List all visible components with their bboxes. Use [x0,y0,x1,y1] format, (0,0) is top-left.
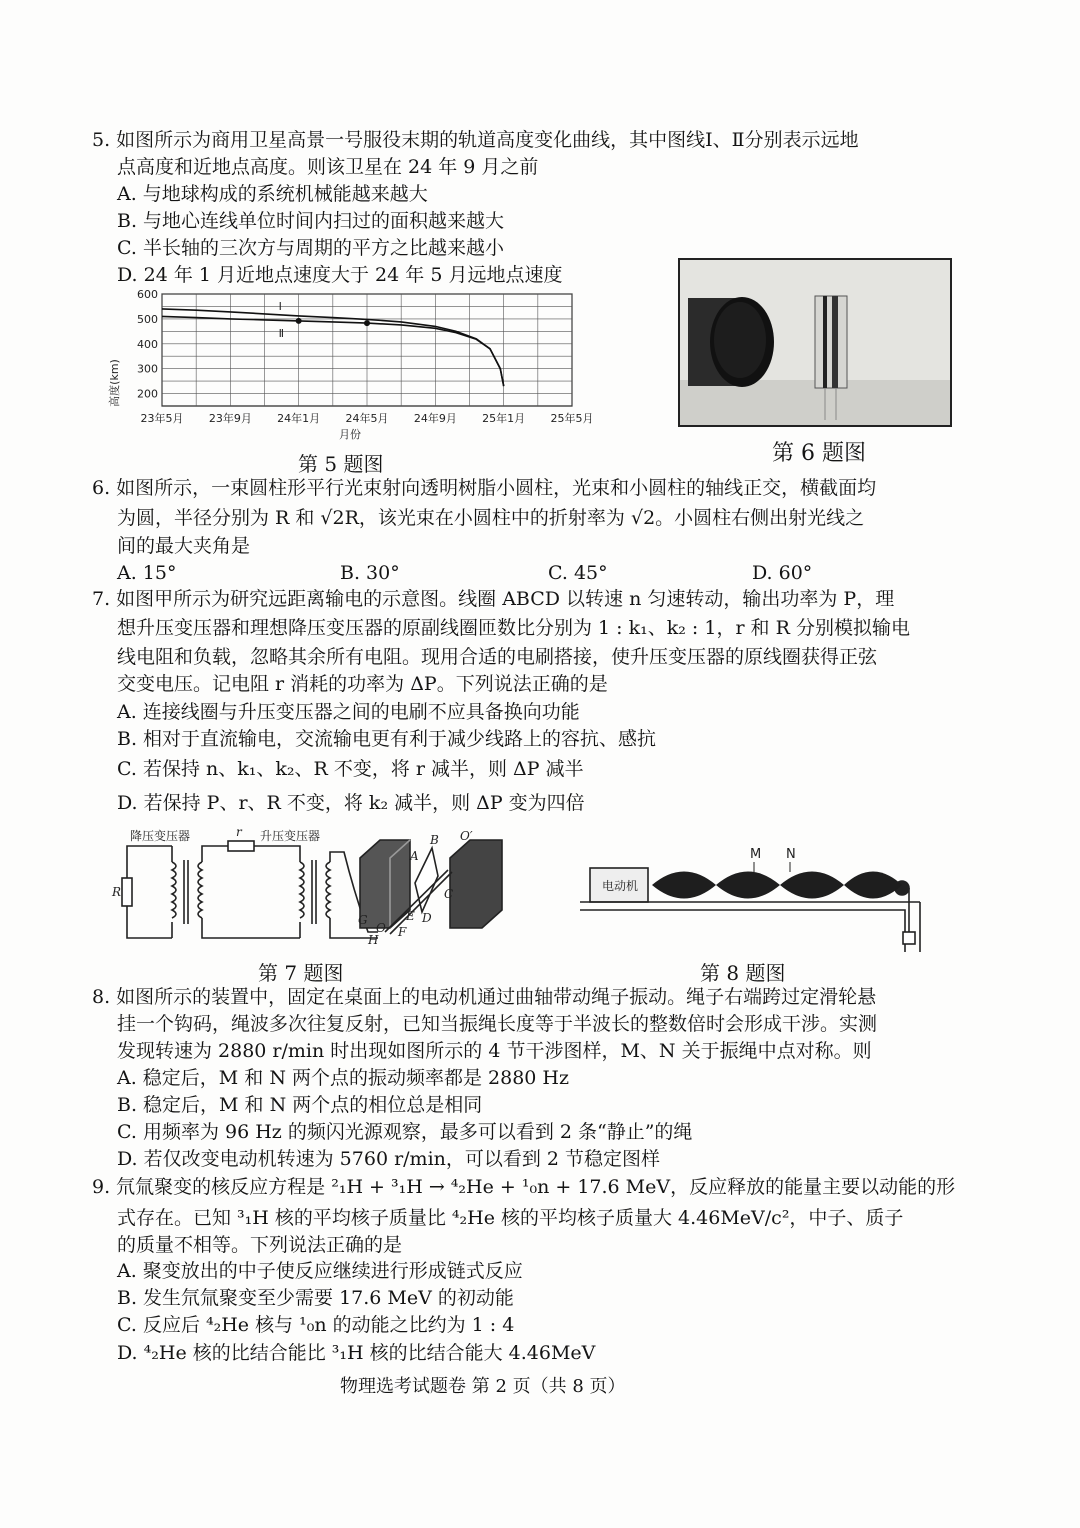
label-G: G [358,913,368,927]
y-tick-label: 600 [137,288,158,301]
q7-line-1: 7. 如图甲所示为研究远距离输电的示意图。线圈 ABCD 以转速 n 匀速转动，输出功率为 P，理 [92,588,895,610]
q6-line-1: 6. 如图所示，一束圆柱形平行光束射向透明树脂小圆柱，光束和小圆柱的轴线正交，横截面均 [92,477,877,499]
cylinder-photo-illustration [680,260,950,425]
q7-line-4: 交变电压。记电阻 r 消耗的功率为 ΔP。下列说法正确的是 [117,673,608,695]
data-point-marker [364,320,370,326]
standing-wave-diagram [580,840,940,955]
q6-photo [678,258,952,427]
q9-line-3: 的质量不相等。下列说法正确的是 [117,1234,403,1256]
label-O-prime: O′ [460,829,473,843]
x-tick-label: 24年1月 [277,412,321,425]
x-tick-label: 23年5月 [140,412,184,425]
q8-option-a: A. 稳定后，M 和 N 两个点的振动频率都是 2880 Hz [117,1067,570,1089]
q7-caption: 第 7 题图 [258,961,344,985]
x-tick-label: 24年5月 [345,412,389,425]
q5-caption: 第 5 题图 [298,452,384,476]
transmission-diagram [110,825,510,950]
q6-caption: 第 6 题图 [772,441,866,466]
q7-option-b: B. 相对于直流输电，交流输电更有利于减少线路上的容抗、感抗 [117,728,657,750]
label-E: E [406,909,415,923]
q9-option-a: A. 聚变放出的中子使反应继续进行形成链式反应 [117,1260,523,1282]
q5-option-c: C. 半长轴的三次方与周期的平方之比越来越小 [117,237,504,259]
x-tick-label: 24年9月 [413,412,457,425]
label-r: r [236,825,242,839]
q9-option-c: C. 反应后 ⁴₂He 核与 ¹₀n 的动能之比约为 1 : 4 [117,1314,515,1336]
q7-line-3: 线电阻和负载，忽略其余所有电阻。现用合适的电刷搭接，使升压变压器的原线圈获得正弦 [117,646,878,668]
q5-option-d: D. 24 年 1 月近地点速度大于 24 年 5 月远地点速度 [117,264,563,286]
y-tick-labels [137,288,158,401]
label-B: B [430,833,439,847]
q8-line-1: 8. 如图所示的装置中，固定在桌面上的电动机通过曲轴带动绳子振动。绳子右端跨过定滑轮悬 [92,986,877,1008]
q8-option-d: D. 若仅改变电动机转速为 5760 r/min，可以看到 2 节稳定图样 [117,1148,661,1170]
orbit-height-chart [100,288,620,448]
q9-line-2: 式存在。已知 ³₁H 核的平均核子质量比 ⁴₂He 核的平均核子质量大 4.46MeV/c²，中子、质子 [117,1207,904,1229]
label-A: A [410,849,419,863]
q5-line-1: 5. 如图所示为商用卫星高景一号服役末期的轨道高度变化曲线，其中图线Ⅰ、Ⅱ分别表示远地 [92,129,859,151]
q5-line-2: 点高度和近地点高度。则该卫星在 24 年 9 月之前 [117,156,539,178]
page-footer: 物理选考试题卷 第 2 页（共 8 页） [340,1376,626,1397]
label-C: C [444,887,454,901]
label-motor: 电动机 [602,879,639,893]
q7-option-a: A. 连接线圈与升压变压器之间的电刷不应具备换向功能 [117,701,580,723]
label-F: F [398,925,407,939]
q6-option-a: A. 15° [117,562,177,584]
y-tick-label: 500 [137,312,158,326]
q7-line-2: 想升压变压器和理想降压变压器的原副线圈匝数比分别为 1 : k₁、k₂ : 1，r 和 R 分别模拟输电 [117,617,910,639]
x-tick-labels [141,411,594,425]
q9-option-b: B. 发生氘氚聚变至少需要 17.6 MeV 的初动能 [117,1287,514,1309]
y-axis-label: 高度(km) [108,359,121,407]
series-label-2: Ⅱ [278,326,285,340]
q6-option-b: B. 30° [340,562,400,584]
q7-option-d: D. 若保持 P、r、R 不变，将 k₂ 减半，则 ΔP 变为四倍 [117,792,585,814]
q8-option-c: C. 用频率为 96 Hz 的频闪光源观察，最多可以看到 2 条“静止”的绳 [117,1121,693,1143]
x-tick-label: 25年5月 [550,412,594,425]
x-tick-label: 23年9月 [208,412,252,425]
q8-line-3: 发现转速为 2880 r/min 时出现如图所示的 4 节干涉图样，M、N 关于振绳中点对称。则 [117,1040,872,1062]
q6-option-c: C. 45° [548,562,608,584]
q8-option-b: B. 稳定后，M 和 N 两个点的相位总是相同 [117,1094,483,1116]
q5-option-a: A. 与地球构成的系统机械能越来越大 [117,183,428,205]
q8-line-2: 挂一个钩码，绳波多次往复反射，已知当振绳长度等于半波长的整数倍时会形成干涉。实测 [117,1013,878,1035]
label-M: M [750,847,762,862]
q8-caption: 第 8 题图 [700,961,786,985]
y-tick-label: 200 [137,387,158,401]
label-step-up: 升压变压器 [260,829,321,843]
x-tick-label: 25年1月 [482,412,526,425]
y-tick-label: 300 [137,362,158,376]
q6-line-3: 间的最大夹角是 [117,535,251,557]
series-label-1: Ⅰ [278,299,282,313]
q5-option-b: B. 与地心连线单位时间内扫过的面积越来越大 [117,210,505,232]
label-D: D [422,911,432,925]
q9-line-1: 9. 氘氚聚变的核反应方程是 ²₁H + ³₁H → ⁴₂He + ¹₀n + 17.6 MeV，反应释放的能量主要以动能的形 [92,1176,956,1198]
q6-line-2: 为圆，半径分别为 R 和 √2R，该光束在小圆柱中的折射率为 √2。小圆柱右侧出射光线之 [117,507,865,529]
label-O: O [376,921,386,935]
x-axis-label: 月份 [339,428,361,441]
q9-option-d: D. ⁴₂He 核的比结合能比 ³₁H 核的比结合能大 4.46MeV [117,1342,596,1364]
label-N: N [786,847,796,862]
q6-option-d: D. 60° [752,562,813,584]
label-H: H [368,933,379,947]
q7-option-c: C. 若保持 n、k₁、k₂、R 不变，将 r 减半，则 ΔP 减半 [117,758,584,780]
label-R: R [112,885,122,899]
y-tick-label: 400 [137,337,158,351]
data-point-marker [296,318,302,324]
label-step-down: 降压变压器 [130,829,191,843]
